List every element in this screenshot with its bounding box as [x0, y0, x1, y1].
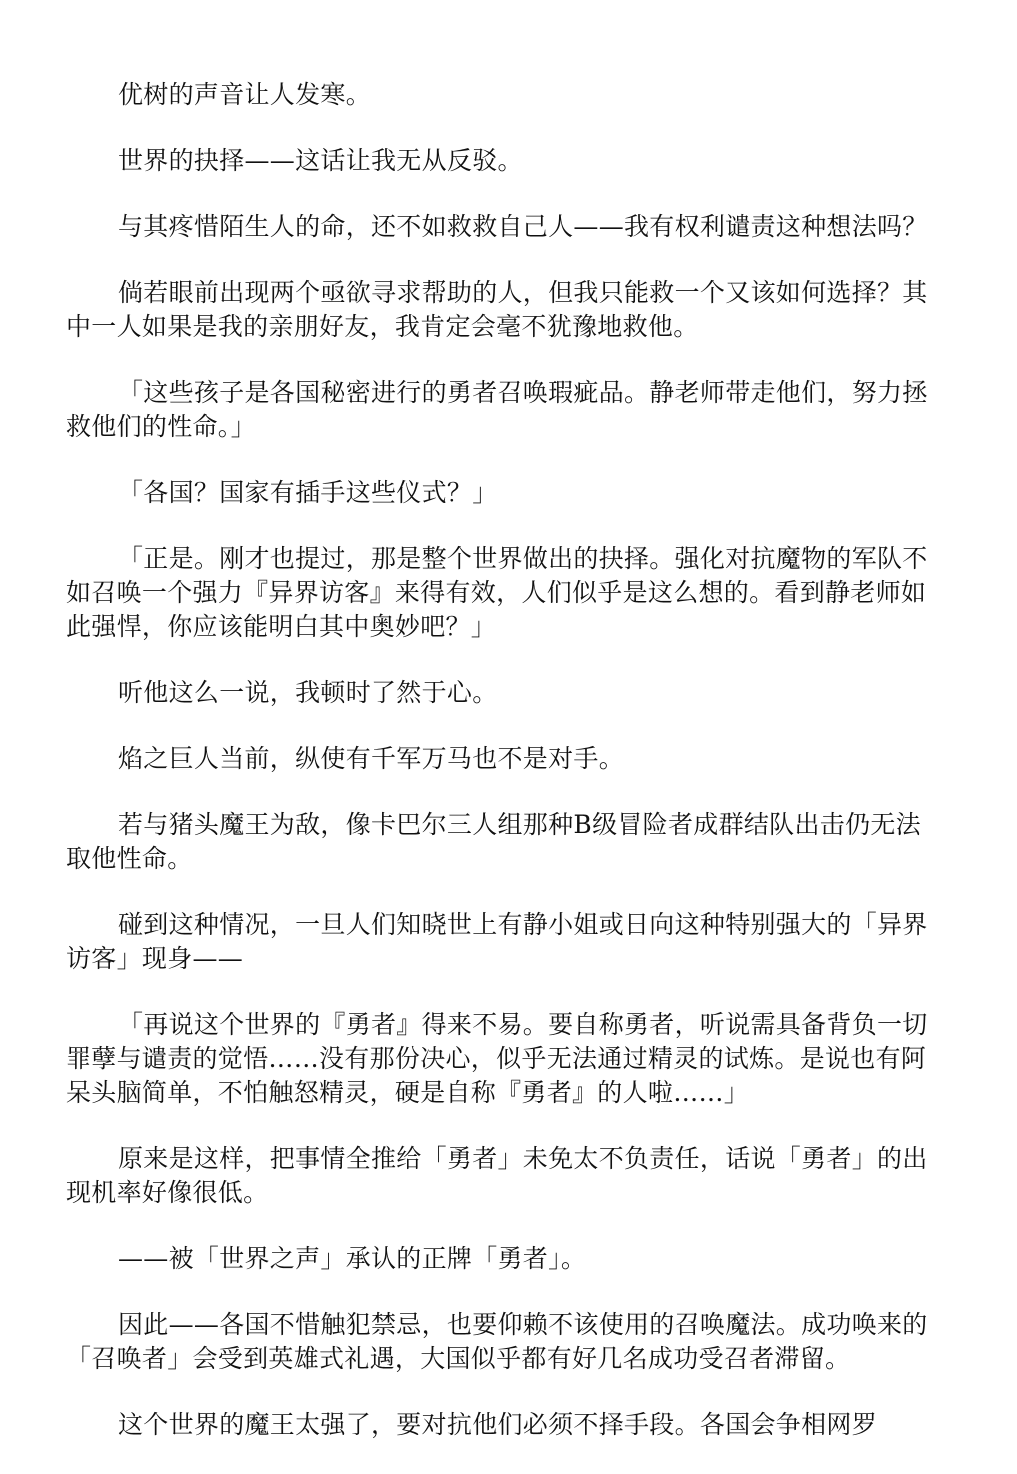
paragraph: 这个世界的魔王太强了，要对抗他们必须不择手段。各国会争相网罗: [118, 1410, 878, 1439]
paragraph: 因此——各国不惜触犯禁忌，也要仰赖不该使用的召唤魔法。成功唤来的「召唤者」会受到英雄式礼遇，大国似乎都有好几名成功受召者滞留。: [66, 1310, 928, 1373]
paragraph: ——被「世界之声」承认的正牌「勇者」。: [118, 1244, 587, 1273]
paragraph: 优树的声音让人发寒。: [118, 80, 372, 109]
paragraph: 若与猪头魔王为敌，像卡巴尔三人组那种B级冒险者成群结队出击仍无法取他性命。: [66, 810, 921, 873]
dialogue-paragraph: 「这些孩子是各国秘密进行的勇者召唤瑕疵品。静老师带走他们，努力拯救他们的性命。」: [66, 378, 928, 441]
dialogue-paragraph: 「正是。刚才也提过，那是整个世界做出的抉择。强化对抗魔物的军队不如召唤一个强力『异界访客』来得有效，人们似乎是这么想的。看到静老师如此强悍，你应该能明白其中奥妙吧？」: [66, 544, 928, 641]
page-body: [66, 78, 946, 1474]
paragraph: 世界的抉择——这话让我无从反驳。: [118, 146, 523, 175]
dialogue-paragraph: 「各国？国家有插手这些仪式？」: [118, 478, 498, 507]
paragraph: 倘若眼前出现两个亟欲寻求帮助的人，但我只能救一个又该如何选择？其中一人如果是我的亲朋好友，我肯定会毫不犹豫地救他。: [66, 278, 928, 341]
paragraph: 听他这么一说，我顿时了然于心。: [118, 678, 498, 707]
paragraph: 焰之巨人当前，纵使有千军万马也不是对手。: [118, 744, 625, 773]
paragraph: 碰到这种情况，一旦人们知晓世上有静小姐或日向这种特别强大的「异界访客」现身——: [66, 910, 928, 973]
paragraph: 与其疼惜陌生人的命，还不如救救自己人——我有权利谴责这种想法吗？: [118, 212, 928, 241]
dialogue-paragraph: 「再说这个世界的『勇者』得来不易。要自称勇者，听说需具备背负一切罪孽与谴责的觉悟……没有那份决心，似乎无法通过精灵的试炼。是说也有阿呆头脑简单，不怕触怒精灵，硬是自称『勇者』的人啦……」: [66, 1010, 928, 1107]
paragraph: 原来是这样，把事情全推给「勇者」未免太不负责任，话说「勇者」的出现机率好像很低。: [66, 1144, 928, 1207]
